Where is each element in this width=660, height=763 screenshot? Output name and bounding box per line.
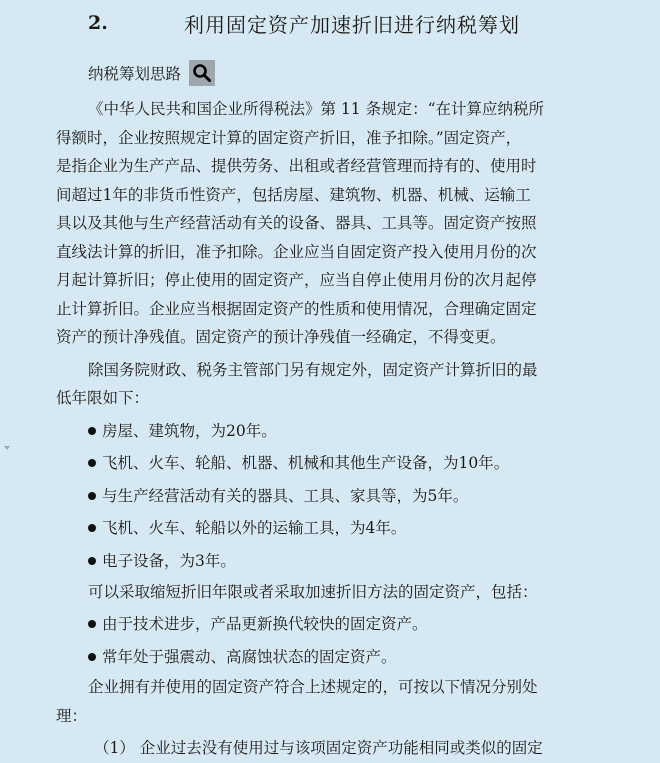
- list-item: 飞机、火车、轮船以外的运输工具，为4年。: [56, 512, 618, 545]
- bullet-icon: [88, 557, 96, 565]
- text-line: 月起计算折旧；停止使用的固定资产，应当自停止使用月份的次月起停: [56, 271, 537, 289]
- bullet-icon: [88, 459, 96, 467]
- text-line: 资产的预计净残值。固定资产的预计净残值一经确定，不得变更。: [56, 328, 506, 346]
- subheading-label: 纳税筹划思路: [88, 65, 182, 83]
- bullet-list-accelerated: [56, 608, 618, 673]
- text-line: 具以及其他与生产经营活动有关的设备、器具、工具等。固定资产按照: [56, 214, 537, 232]
- bullet-icon: [88, 620, 96, 628]
- scroll-marker-icon: [4, 446, 10, 450]
- text-line: 企业拥有并使用的固定资产符合上述规定的，可按以下情况分别处: [88, 678, 538, 696]
- paragraph-min-years: [56, 356, 618, 413]
- body-text: [56, 95, 618, 763]
- bullet-icon: [88, 492, 96, 500]
- text-line: 低年限如下：: [56, 389, 150, 407]
- text-line: 止计算折旧。企业应当根据固定资产的性质和使用情况，合理确定固定: [56, 299, 537, 318]
- paragraph-handling: [56, 673, 618, 730]
- text-line: 是指企业为生产产品、提供劳务、出租或者经营管理而持有的、使用时: [56, 157, 537, 175]
- bullet-icon: [88, 653, 96, 661]
- text-line: 直线法计算的折旧，准予扣除。企业应当自固定资产投入使用月份的次: [56, 242, 537, 261]
- text-line: 间超过1年的非货币性资产，包括房屋、建筑物、机器、机械、运输工: [56, 185, 531, 204]
- search-button[interactable]: [189, 60, 215, 86]
- list-item: 与生产经营活动有关的器具、工具、家具等，为5年。: [56, 480, 618, 513]
- subheading: [88, 60, 215, 86]
- search-icon: [192, 63, 212, 83]
- paragraph-law-citation: [56, 95, 618, 352]
- text-line: 《中华人民共和国企业所得税法》第 11 条规定：“在计算应纳税所: [88, 100, 545, 118]
- section-heading: [88, 8, 520, 38]
- list-item: 房屋、建筑物，为20年。: [56, 415, 618, 448]
- text-line: 除国务院财政、税务主管部门另有规定外，固定资产计算折旧的最: [88, 360, 538, 379]
- bullet-list-min-years: [56, 415, 618, 578]
- section-number: 2.: [88, 12, 108, 34]
- list-item: 由于技术进步，产品更新换代较快的固定资产。: [56, 608, 618, 641]
- bullet-icon: [88, 427, 96, 435]
- bullet-icon: [88, 524, 96, 532]
- text-line: 得额时，企业按照规定计算的固定资产折旧，准予扣除。”固定资产，: [56, 128, 522, 147]
- list-item: 电子设备，为3年。: [56, 545, 618, 578]
- section-title: 利用固定资产加速折旧进行纳税筹划: [184, 12, 520, 37]
- paragraph-item-1: （1） 企业过去没有使用过与该项固定资产功能相同或类似的固定: [94, 739, 543, 757]
- text-line: 理：: [56, 706, 88, 725]
- list-item: 常年处于强震动、高腐蚀状态的固定资产。: [56, 641, 618, 674]
- paragraph-accelerated: 可以采取缩短折旧年限或者采取加速折旧方法的固定资产，包括：: [88, 583, 538, 601]
- list-item: 飞机、火车、轮船、机器、机械和其他生产设备，为10年。: [56, 447, 618, 480]
